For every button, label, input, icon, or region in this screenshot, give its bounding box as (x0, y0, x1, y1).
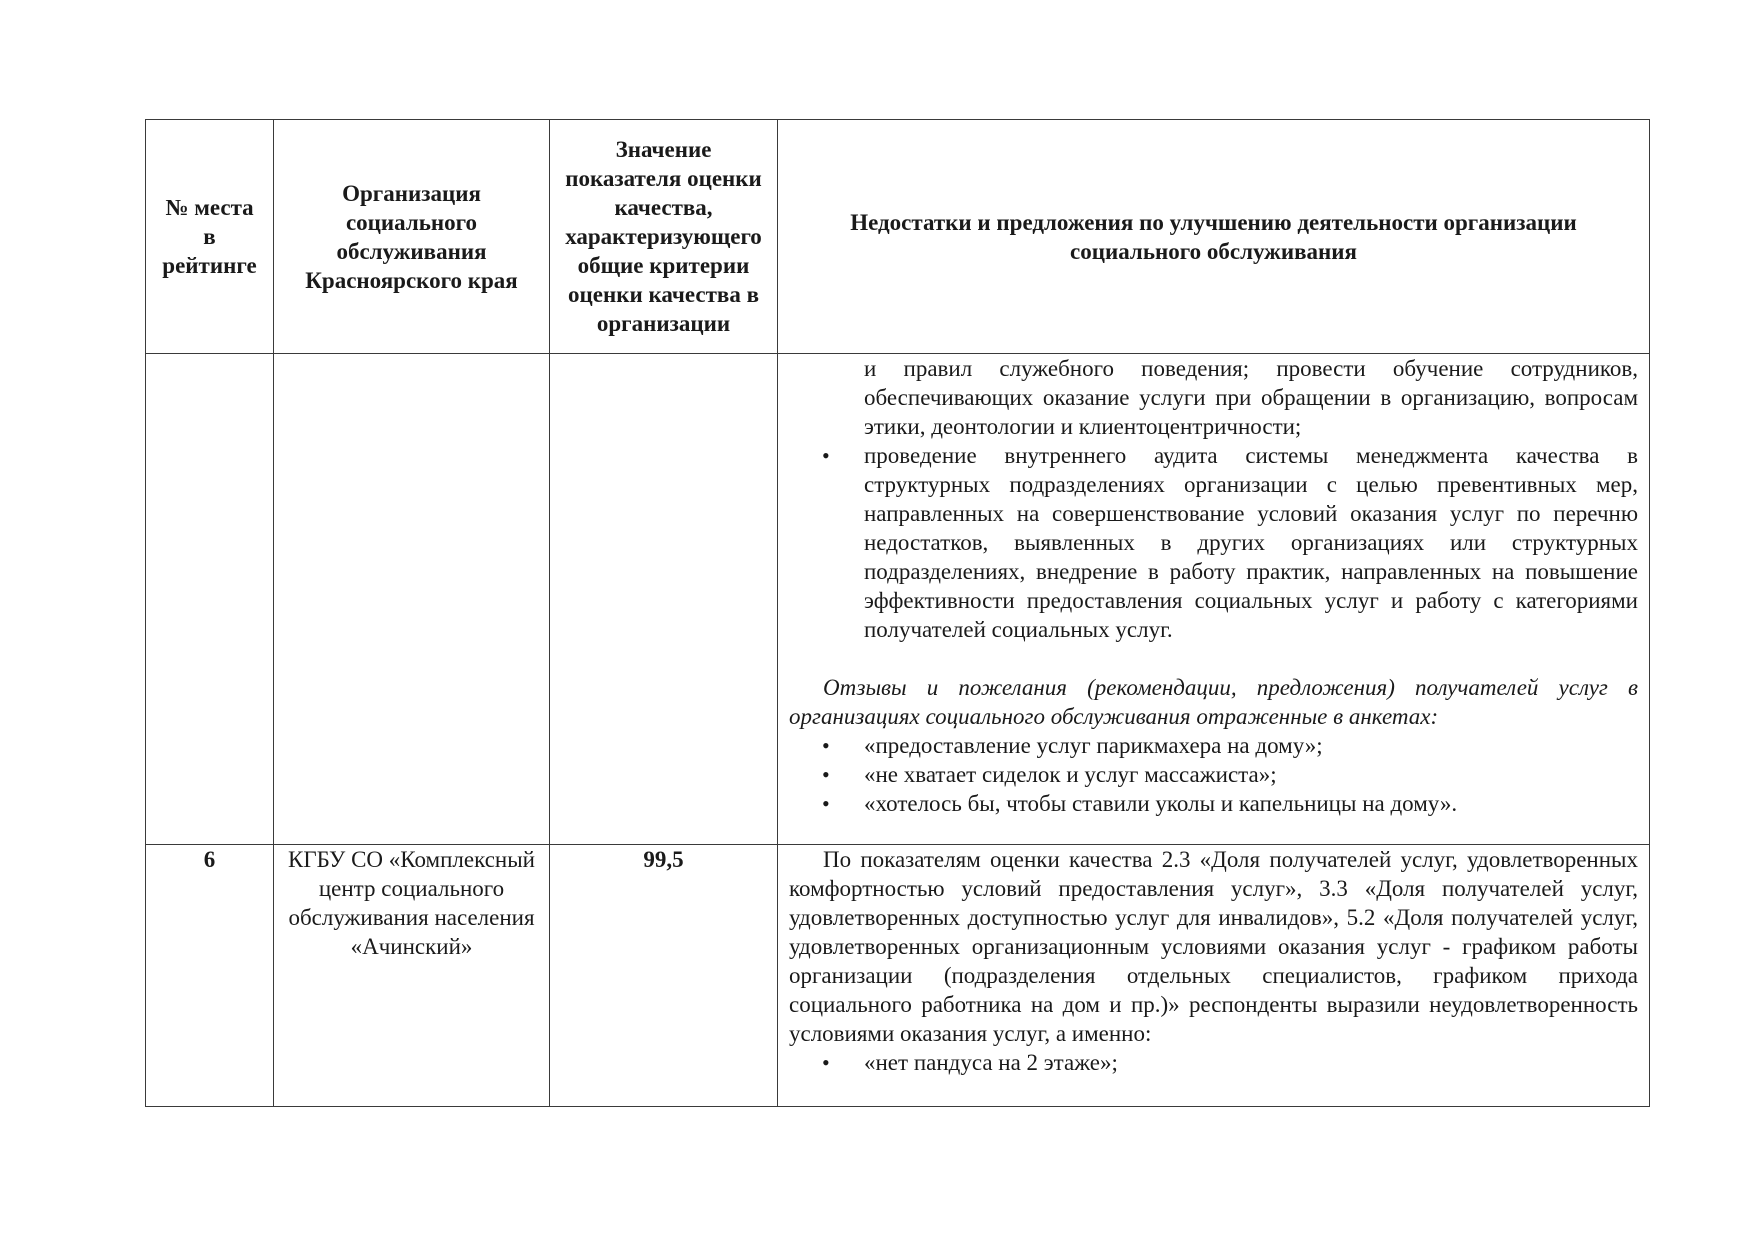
cell-organization-empty (274, 354, 550, 845)
shortcomings-list (789, 1048, 1638, 1077)
cell-shortcomings (778, 845, 1650, 1107)
continuation-text: и правил служебного поведения; провести обучение сотрудников, обеспечивающих оказание услуги при обращении в организацию, вопросам этики, деонтологии и клиентоцентричности; (864, 356, 1638, 439)
list-item-text: «хотелось бы, чтобы ставили уколы и капельницы на дому». (864, 791, 1458, 816)
rating-table (145, 119, 1650, 1107)
recommendation-list (789, 441, 1638, 644)
header-shortcomings: Недостатки и предложения по улучшению деятельности организации социального обслуживания (778, 120, 1650, 354)
list-item (789, 789, 1638, 818)
cell-place: 6 (146, 845, 274, 1107)
cell-place-empty (146, 354, 274, 845)
list-item (789, 760, 1638, 789)
list-item-text: «предоставление услуг парикмахера на дому»; (864, 733, 1323, 758)
table-row (146, 845, 1650, 1107)
cell-organization: КГБУ СО «Комплексный центр социального обслуживания населения «Ачинский» (274, 845, 550, 1107)
feedback-intro: Отзывы и пожелания (рекомендации, предложения) получателей услуг в организациях социального обслуживания отраженные в анкетах: (789, 675, 1638, 729)
list-item (789, 1048, 1638, 1077)
bullet-icon: • (822, 762, 830, 787)
bullet-icon: • (822, 733, 830, 758)
list-item (789, 441, 1638, 644)
header-score: Значение показателя оценки качества, характеризующего общие критерии оценки качества в организации (550, 120, 778, 354)
list-item (789, 731, 1638, 760)
feedback-list (789, 731, 1638, 818)
cell-score: 99,5 (550, 845, 778, 1107)
list-item-text: проведение внутреннего аудита системы менеджмента качества в структурных подразделениях организации с целью превентивных мер, направленных на совершенствование условий оказания услуг по перечню недостатков, выявленных в других организациях или структурных подразделениях, внедрение в работу практик, направленных на повышение эффективности предоставления социальных услуг и работу с категориями получателей социальных услуг. (864, 443, 1638, 642)
table-header-row (146, 120, 1650, 354)
shortcomings-text: По показателям оценки качества 2.3 «Доля получателей услуг, удовлетворенных комфортностью условий предоставления услуг», 3.3 «Доля получателей услуг, удовлетворенных доступностью услуг для инвалидов», 5.2 «Доля получателей услуг, удовлетворенных организационным условиями оказания услуг - графиком работы организации (подразделения отдельных специалистов, графиком прихода социального работника на дом и пр.)» респонденты выразили неудовлетворенность условиями оказания услуг, а именно: (789, 847, 1638, 1046)
list-item-text: «нет пандуса на 2 этаже»; (864, 1050, 1118, 1075)
header-organization: Организация социального обслуживания Красноярского края (274, 120, 550, 354)
cell-shortcomings (778, 354, 1650, 845)
bullet-icon: • (822, 1050, 830, 1075)
bullet-icon: • (822, 791, 830, 816)
cell-score-empty (550, 354, 778, 845)
header-place: № места в рейтинге (146, 120, 274, 354)
list-item-text: «не хватает сиделок и услуг массажиста»; (864, 762, 1277, 787)
table-row (146, 354, 1650, 845)
bullet-icon: • (822, 443, 830, 468)
